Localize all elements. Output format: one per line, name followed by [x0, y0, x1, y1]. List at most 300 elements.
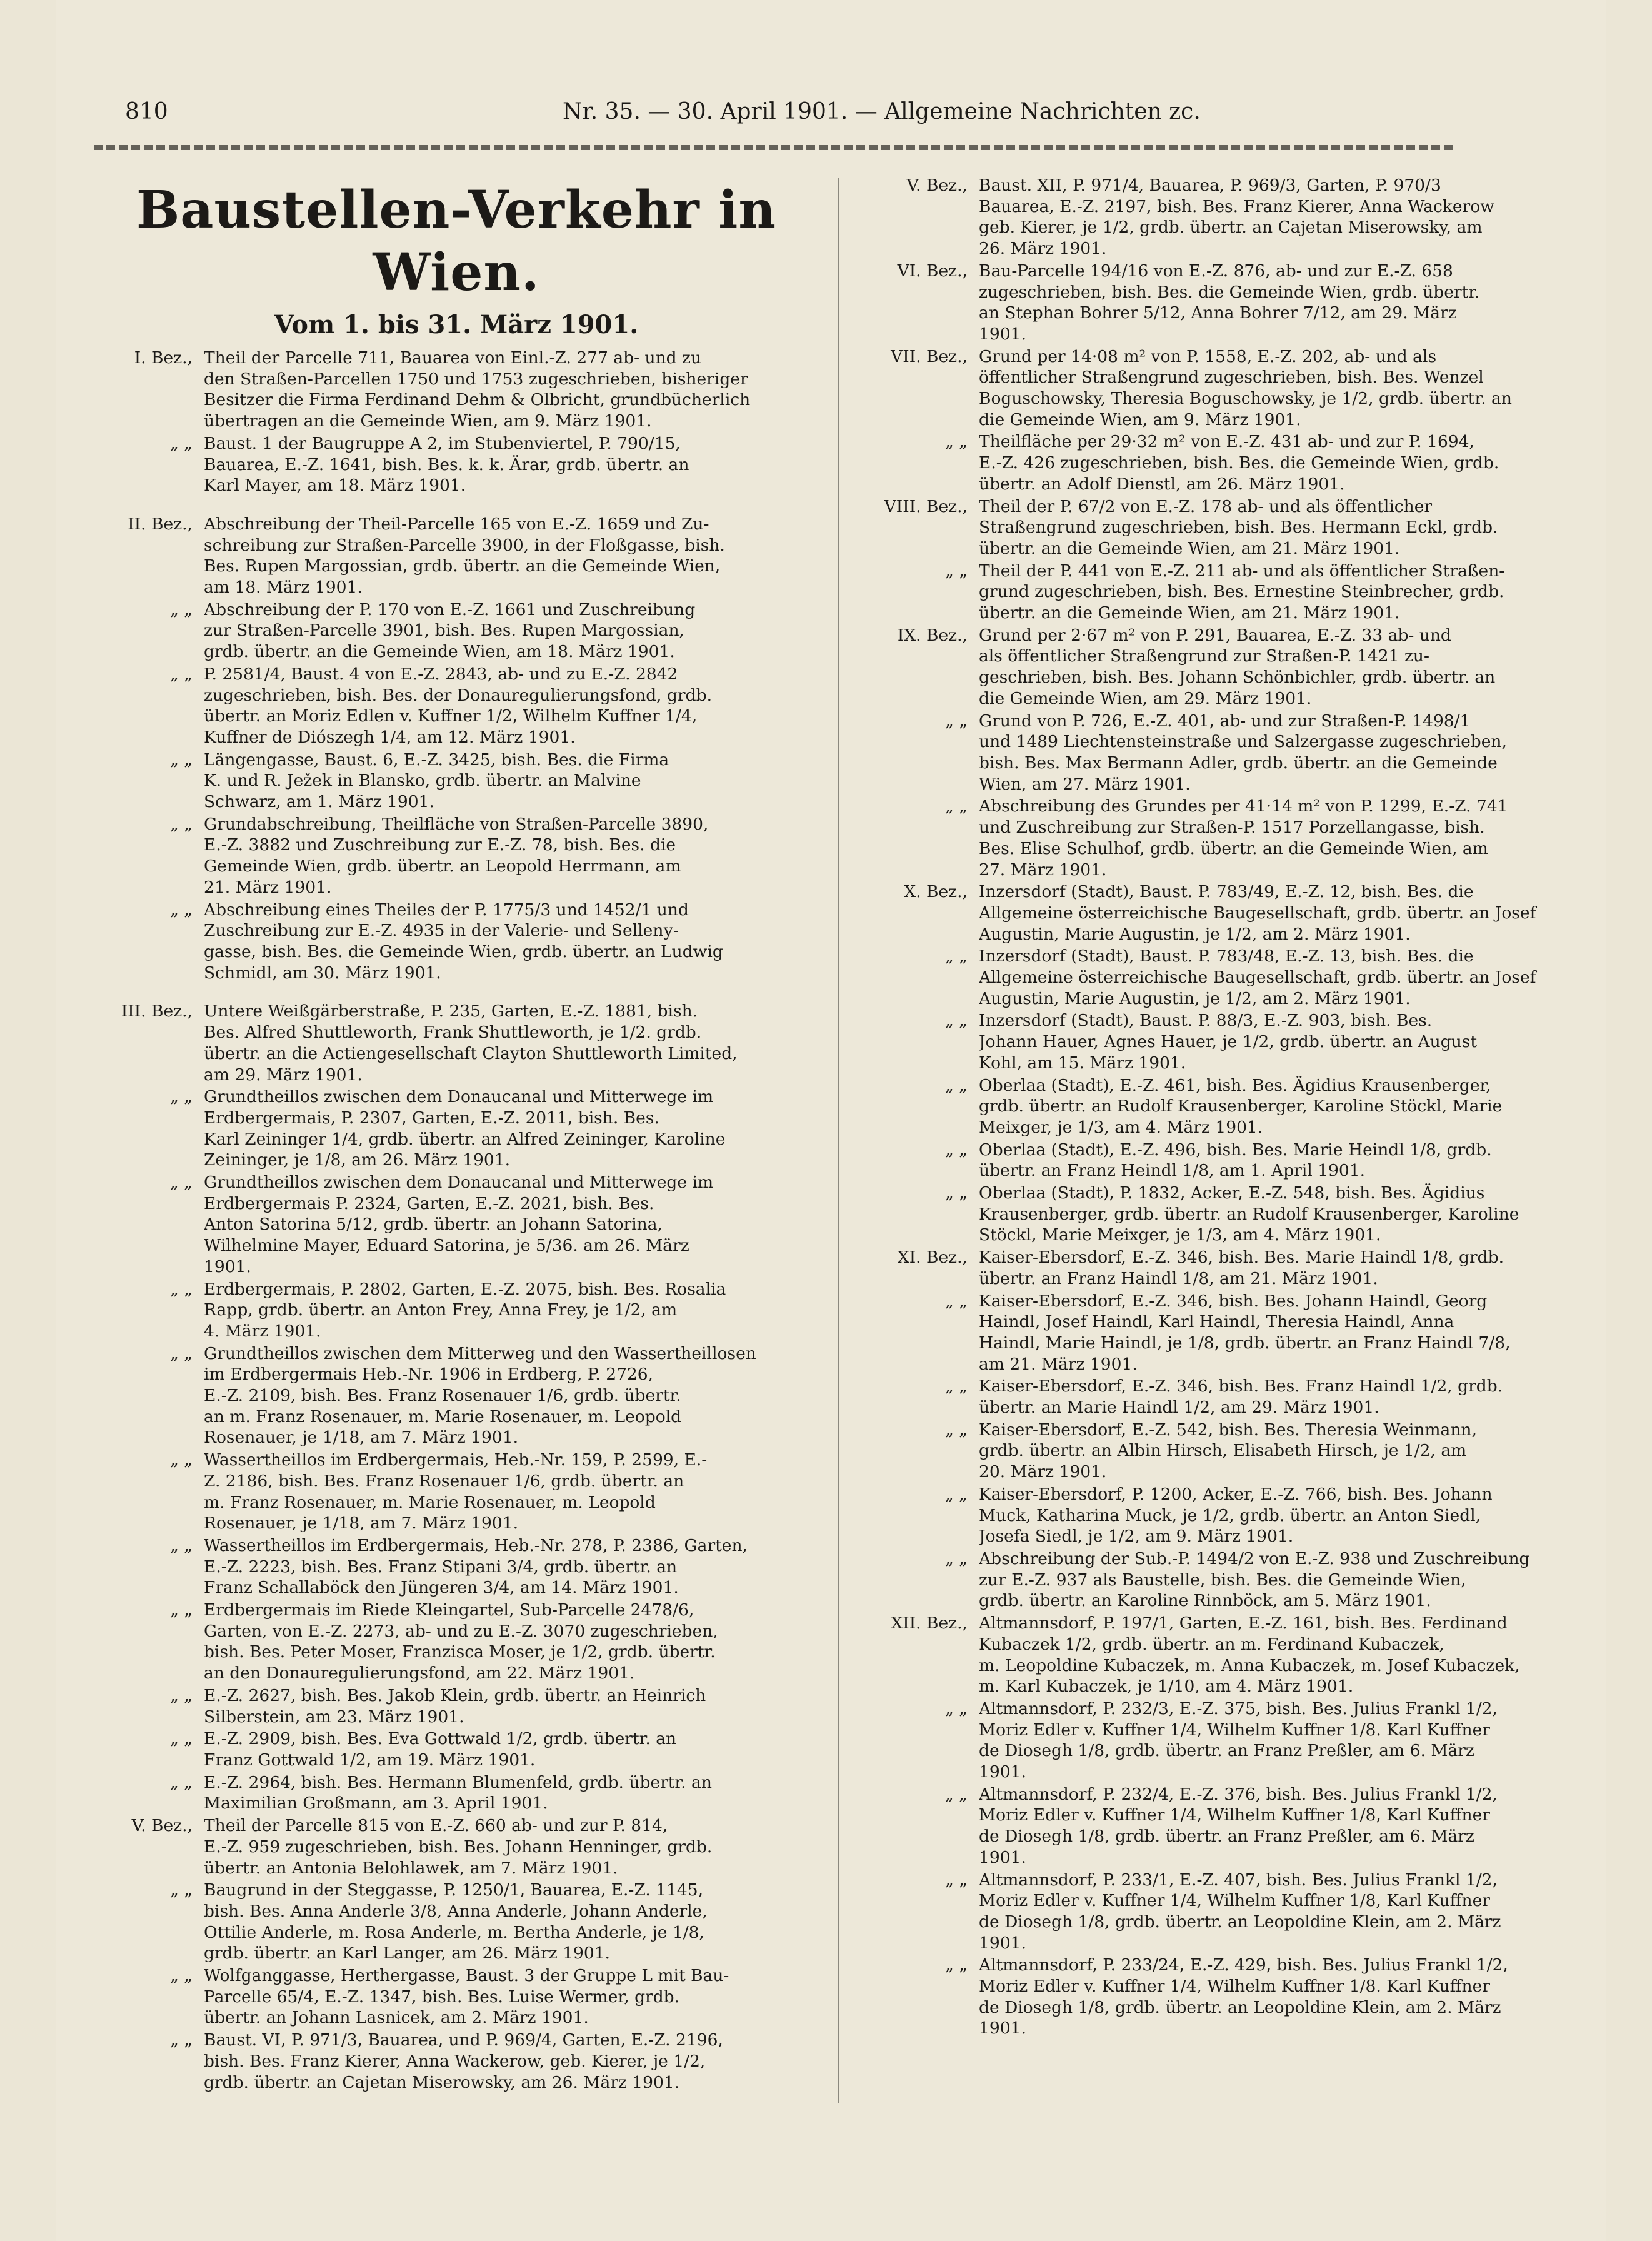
district-label: VI. Bez.,	[897, 261, 968, 281]
entry-line: übertr. an Franz Heindl 1/8, am 1. April 1901.	[979, 1161, 1365, 1181]
entry-line: Wien, am 27. März 1901.	[979, 774, 1191, 794]
entry-line: Kaiser-Ebersdorf, E.-Z. 542, bish. Bes. Theresia Weinmann,	[979, 1420, 1477, 1440]
entry-text	[204, 900, 819, 984]
entry-line: zugeschrieben, bish. Bes. der Donauregulierungsfond, grdb.	[204, 685, 712, 705]
entry-line: Boguschowsky, Theresia Boguschowsky, je 1/2, grdb. übertr. an	[979, 389, 1512, 409]
entry-text	[204, 1965, 819, 2028]
register-entry	[869, 175, 1619, 259]
page-number: 810	[125, 99, 168, 124]
entry-text	[204, 1600, 819, 1684]
register-entry	[94, 1728, 819, 1770]
entry-line: m. Karl Kubaczek, je 1/10, am 4. März 1901.	[979, 1677, 1354, 1697]
register-entry	[869, 946, 1619, 1009]
register-entry	[869, 711, 1619, 795]
entry-line: Zuschreibung zur E.-Z. 4935 in der Valerie- und Sellenу-	[204, 921, 679, 941]
register-entry	[94, 1880, 819, 1964]
entry-text	[204, 750, 819, 813]
entry-text	[204, 2030, 819, 2093]
entry-line: schreibung zur Straßen-Parcelle 3900, in der Floßgasse, bish.	[204, 535, 725, 555]
entry-line: 21. März 1901.	[204, 877, 332, 897]
register-entry	[94, 664, 819, 748]
entry-text	[979, 496, 1619, 559]
register-entry	[869, 1420, 1619, 1483]
entry-line: übertr. an Moriz Edlen v. Kuffner 1/2, Wilhelm Kuffner 1/4,	[204, 706, 698, 726]
entry-line: Augustin, Marie Augustin, je 1/2, am 2. März 1901.	[979, 988, 1411, 1008]
entry-line: Bauarea, E.-Z. 1641, bish. Bes. k. k. Ärar, grdb. übertr. an	[204, 454, 689, 474]
entry-text	[204, 814, 819, 898]
entry-line: Allgemeine österreichische Baugesellschaft, grdb. übertr. an Josef	[979, 968, 1536, 988]
column-divider	[838, 178, 839, 2103]
entry-text	[204, 514, 819, 598]
district-label: „ „	[945, 1075, 968, 1095]
district-label: „ „	[170, 1729, 193, 1749]
entry-line: Erdbergermais im Riede Kleingartel, Sub-Parcelle 2478/6,	[204, 1600, 694, 1620]
register-entry	[869, 1183, 1619, 1246]
entry-line: grdb. übertr. an Cajetan Miserowsky, am 26. März 1901.	[204, 2072, 680, 2092]
entry-line: E.-Z. 3882 und Zuschreibung zur E.-Z. 78, bish. Bes. die	[204, 835, 676, 855]
entry-line: de Diosegh 1/8, grdb. übertr. an Leopoldine Klein, am 2. März	[979, 1997, 1501, 2017]
entry-line: Schmidl, am 30. März 1901.	[204, 963, 441, 983]
entry-text	[204, 1815, 819, 1878]
register-entry	[869, 796, 1619, 880]
district-label: „ „	[945, 711, 968, 731]
entry-line: Untere Weißgärberstraße, P. 235, Garten, E.-Z. 1881, bish.	[204, 1001, 698, 1021]
entry-text	[979, 261, 1619, 345]
register-entry	[869, 1247, 1619, 1289]
entry-line: E.-Z. 2909, bish. Bes. Eva Gottwald 1/2, grdb. übertr. an	[204, 1729, 677, 1749]
entry-line: Kaiser-Ebersdorf, E.-Z. 346, bish. Bes. Marie Haindl 1/8, grdb.	[979, 1248, 1504, 1268]
register-entry	[869, 1784, 1619, 1868]
entry-line: 4. März 1901.	[204, 1321, 321, 1341]
entry-text	[204, 348, 819, 432]
entry-line: E.-Z. 2964, bish. Bes. Hermann Blumenfeld, grdb. übertr. an	[204, 1772, 712, 1792]
entry-line: Johann Hauer, Agnes Hauer, je 1/2, grdb. übertr. an August	[979, 1032, 1478, 1052]
entry-line: Grund per 2·67 m² von P. 291, Bauarea, E.-Z. 33 ab- und	[979, 625, 1451, 645]
district-label: „ „	[170, 1450, 193, 1470]
district-label: „ „	[170, 1772, 193, 1792]
district-label: XI. Bez.,	[897, 1248, 968, 1268]
entry-line: die Gemeinde Wien, am 29. März 1901.	[979, 688, 1312, 708]
entry-line: Baust. XII, P. 971/4, Bauarea, P. 969/3, Garten, P. 970/3	[979, 176, 1441, 195]
district-label: „ „	[945, 1870, 968, 1890]
entry-line: grdb. übertr. an Albin Hirsch, Elisabeth Hirsch, je 1/2, am	[979, 1441, 1467, 1461]
entry-line: 1901.	[204, 1256, 251, 1276]
entry-line: geb. Kierer, je 1/2, grdb. übertr. an Cajetan Miserowsky, am	[979, 218, 1483, 238]
entry-text	[204, 1279, 819, 1342]
entry-line: übertr. an Antonia Belohlawek, am 7. März 1901.	[204, 1858, 618, 1878]
entry-line: Grund per 14·08 m² von P. 1558, E.-Z. 202, ab- und als	[979, 346, 1437, 366]
entry-line: Kaiser-Ebersdorf, P. 1200, Acker, E.-Z. 766, bish. Bes. Johann	[979, 1484, 1493, 1504]
entry-text	[979, 1870, 1619, 1954]
register-entry	[869, 1140, 1619, 1181]
entry-line: Altmannsdorf, P. 232/3, E.-Z. 375, bish. Bes. Julius Frankl 1/2,	[979, 1698, 1498, 1718]
entry-text	[204, 1172, 819, 1278]
district-label: „ „	[945, 432, 968, 452]
entry-line: Schwarz, am 1. März 1901.	[204, 792, 434, 812]
entry-line: zur E.-Z. 937 als Baustelle, bish. Bes. die Gemeinde Wien,	[979, 1570, 1466, 1590]
entry-line: bish. Bes. Anna Anderle 3/8, Anna Anderle, Johann Anderle,	[204, 1901, 708, 1921]
register-entry	[94, 1086, 819, 1171]
entry-line: Grund von P. 726, E.-Z. 401, ab- und zur Straßen-P. 1498/1	[979, 711, 1471, 731]
entry-line: Franz Schallaböck den Jüngeren 3/4, am 14. März 1901.	[204, 1578, 679, 1598]
entry-text	[204, 1086, 819, 1171]
register-entry	[869, 496, 1619, 559]
district-label: „ „	[945, 1140, 968, 1160]
district-label: „ „	[170, 433, 193, 453]
entry-line: übertr. an Franz Haindl 1/8, am 21. März 1901.	[979, 1268, 1378, 1288]
entry-line: Bes. Alfred Shuttleworth, Frank Shuttleworth, je 1/2. grdb.	[204, 1023, 702, 1043]
entry-line: Grundtheillos zwischen dem Mitterweg und den Wassertheillosen	[204, 1343, 756, 1363]
entry-line: Theilfläche per 29·32 m² von E.-Z. 431 ab- und zur P. 1694,	[979, 432, 1474, 452]
entry-line: zugeschrieben, bish. Bes. die Gemeinde Wien, grdb. übertr.	[979, 282, 1480, 302]
district-label: „ „	[945, 946, 968, 966]
register-entry	[869, 1291, 1619, 1375]
entry-line: am 18. März 1901.	[204, 578, 363, 598]
entry-line: am 21. März 1901.	[979, 1354, 1138, 1374]
district-label: „ „	[945, 1698, 968, 1718]
entry-line: grdb. übertr. an Rudolf Krausenberger, Karoline Stöckl, Marie	[979, 1096, 1503, 1116]
district-label: „ „	[945, 1484, 968, 1504]
page-header	[125, 99, 1450, 136]
entry-line: Erdbergermais, P. 2802, Garten, E.-Z. 2075, bish. Bes. Rosalia	[204, 1279, 726, 1299]
district-label: „ „	[945, 1549, 968, 1568]
entry-text	[979, 1784, 1619, 1868]
register-entry	[869, 1548, 1619, 1612]
entry-line: Theil der P. 67/2 von E.-Z. 178 ab- und als öffentlicher	[979, 496, 1433, 516]
entry-text	[204, 1450, 819, 1534]
register-entry	[869, 1955, 1619, 2039]
entry-line: öffentlicher Straßengrund zugeschrieben, bish. Bes. Wenzel	[979, 368, 1484, 388]
entry-line: an m. Franz Rosenauer, m. Marie Rosenauer, m. Leopold	[204, 1406, 682, 1426]
entry-line: 26. März 1901.	[979, 239, 1107, 259]
district-label: „ „	[945, 561, 968, 581]
entry-line: Kaiser-Ebersdorf, E.-Z. 346, bish. Bes. Johann Haindl, Georg	[979, 1291, 1488, 1311]
register-entry	[94, 514, 819, 598]
entry-line: bish. Bes. Peter Moser, Franzisca Moser, je 1/2, grdb. übertr.	[204, 1642, 716, 1662]
district-label: „ „	[945, 1183, 968, 1203]
header-rule	[94, 145, 1456, 150]
register-entry	[869, 346, 1619, 431]
entry-line: Ottilie Anderle, m. Rosa Anderle, m. Bertha Anderle, je 1/8,	[204, 1922, 704, 1942]
district-label: III. Bez.,	[121, 1001, 193, 1021]
register-entry	[94, 814, 819, 898]
register-entry	[94, 433, 819, 496]
entry-line: 27. März 1901.	[979, 860, 1107, 880]
register-entry	[94, 1450, 819, 1534]
entry-line: Meixger, je 1/3, am 4. März 1901.	[979, 1117, 1263, 1137]
register-entry	[94, 1815, 819, 1878]
district-label: „ „	[170, 1966, 193, 1986]
entry-line: Bauarea, E.-Z. 2197, bish. Bes. Franz Kierer, Anna Wackerow	[979, 196, 1494, 216]
entry-line: m. Franz Rosenauer, m. Marie Rosenauer, m. Leopold	[204, 1492, 656, 1512]
entry-text	[979, 1075, 1619, 1138]
entry-line: Abschreibung der Theil-Parcelle 165 von E.-Z. 1659 und Zu-	[204, 514, 709, 534]
register-entry	[869, 881, 1619, 945]
district-label: „ „	[170, 1600, 193, 1620]
entry-line: E.-Z. 2627, bish. Bes. Jakob Klein, grdb. übertr. an Heinrich	[204, 1685, 706, 1705]
district-label: „ „	[945, 1420, 968, 1440]
entry-line: grund zugeschrieben, bish. Bes. Ernestine Steinbrecher, grdb.	[979, 582, 1504, 602]
entry-line: Rosenauer, je 1/18, am 7. März 1901.	[204, 1513, 518, 1533]
entry-line: Moriz Edler v. Kuffner 1/4, Wilhelm Kuffner 1/8. Karl Kuffner	[979, 1977, 1490, 1997]
register-entry	[94, 1965, 819, 2028]
entry-line: Theil der Parcelle 815 von E.-Z. 660 ab- und zur P. 814,	[204, 1816, 668, 1836]
entry-line: Oberlaa (Stadt), P. 1832, Acker, E.-Z. 548, bish. Bes. Ägidius	[979, 1183, 1485, 1203]
district-label: „ „	[945, 1955, 968, 1975]
entry-line: E.-Z. 2223, bish. Bes. Franz Stipani 3/4, grdb. übertr. an	[204, 1557, 678, 1577]
register-entry	[94, 1535, 819, 1598]
register-entry	[869, 1870, 1619, 1954]
entry-line: E.-Z. 959 zugeschrieben, bish. Bes. Johann Henninger, grdb.	[204, 1837, 713, 1857]
entry-line: zur Straßen-Parcelle 3901, bish. Bes. Rupen Margossian,	[204, 621, 684, 641]
register-entry	[94, 599, 819, 663]
entry-line: m. Leopoldine Kubaczek, m. Anna Kubaczek, m. Josef Kubaczek,	[979, 1655, 1520, 1675]
entry-line: Grundtheillos zwischen dem Donaucanal und Mitterwege im	[204, 1087, 714, 1107]
district-label: „ „	[945, 1376, 968, 1396]
entry-line: Muck, Katharina Muck, je 1/2, grdb. übertr. an Anton Siedl,	[979, 1505, 1481, 1525]
entry-line: Josefa Siedl, je 1/2, am 9. März 1901.	[979, 1527, 1294, 1547]
district-label: „ „	[170, 599, 193, 619]
entry-line: übertr. an Marie Haindl 1/2, am 29. März 1901.	[979, 1398, 1379, 1418]
entry-line: Silberstein, am 23. März 1901.	[204, 1707, 464, 1727]
entry-line: Moriz Edler v. Kuffner 1/4, Wilhelm Kuffner 1/8. Karl Kuffner	[979, 1720, 1490, 1740]
register-entry	[869, 561, 1619, 624]
entry-text	[979, 1291, 1619, 1375]
entry-text	[979, 1698, 1619, 1783]
district-label: XII. Bez.,	[891, 1613, 968, 1633]
entry-line: an den Donauregulierungsfond, am 22. März 1901.	[204, 1663, 635, 1683]
entry-line: Rosenauer, je 1/18, am 7. März 1901.	[204, 1428, 518, 1448]
district-label: VII. Bez.,	[891, 346, 968, 366]
entry-line: 1901.	[979, 324, 1026, 344]
entry-line: Altmannsdorf, P. 233/24, E.-Z. 429, bish. Bes. Julius Frankl 1/2,	[979, 1955, 1508, 1975]
entry-line: Baust. VI, P. 971/3, Bauarea, und P. 969/4, Garten, E.-Z. 2196,	[204, 2030, 723, 2050]
entry-line: Grundtheillos zwischen dem Donaucanal und Mitterwege im	[204, 1173, 714, 1193]
entry-line: übertr. an die Actiengesellschaft Clayton Shuttleworth Limited,	[204, 1043, 738, 1063]
entry-line: Augustin, Marie Augustin, je 1/2, am 2. März 1901.	[979, 924, 1411, 944]
entry-line: Abschreibung des Grundes per 41·14 m² von P. 1299, E.-Z. 741	[979, 796, 1508, 816]
entry-text	[204, 664, 819, 748]
register-entry	[869, 431, 1619, 494]
district-label: „ „	[170, 1343, 193, 1363]
entry-text	[204, 1535, 819, 1598]
entry-text	[979, 1376, 1619, 1418]
district-label: „ „	[170, 900, 193, 920]
district-label: X. Bez.,	[904, 882, 968, 902]
district-label: „ „	[945, 796, 968, 816]
register-entry	[94, 1772, 819, 1814]
entry-line: Z. 2186, bish. Bes. Franz Rosenauer 1/6, grdb. übertr. an	[204, 1471, 684, 1491]
entry-line: übertr. an Johann Lasnicek, am 2. März 1901.	[204, 2008, 589, 2028]
entry-text	[979, 1247, 1619, 1289]
entry-line: Franz Gottwald 1/2, am 19. März 1901.	[204, 1750, 536, 1770]
entry-line: Moriz Edler v. Kuffner 1/4, Wilhelm Kuffner 1/8, Karl Kuffner	[979, 1805, 1490, 1825]
left-column	[94, 175, 819, 2094]
running-title: Nr. 35. — 30. April 1901. — Allgemeine Nachrichten zc.	[563, 99, 1201, 124]
article-title: Baustellen-Verkehr in Wien.	[136, 180, 777, 303]
entry-line: Theil der P. 441 von E.-Z. 211 ab- und als öffentlicher Straßen-	[979, 561, 1505, 581]
district-label: „ „	[170, 2030, 193, 2050]
right-column	[869, 175, 1619, 2040]
entry-line: Baugrund in der Steggasse, P. 1250/1, Bauarea, E.-Z. 1145,	[204, 1880, 704, 1900]
register-entry	[869, 625, 1619, 709]
entry-line: Abschreibung eines Theiles der P. 1775/3 und 1452/1 und	[204, 900, 689, 920]
entry-line: Wolfganggasse, Herthergasse, Baust. 3 der Gruppe L mit Bau-	[204, 1966, 729, 1986]
district-label: „ „	[945, 1291, 968, 1311]
entry-line: als öffentlicher Straßengrund zur Straßen-P. 1421 zu-	[979, 646, 1429, 666]
entry-line: Längengasse, Baust. 6, E.-Z. 3425, bish. Bes. die Firma	[204, 750, 669, 770]
entry-line: Kohl, am 15. März 1901.	[979, 1053, 1186, 1073]
entry-line: Maximilian Großmann, am 3. April 1901.	[204, 1793, 548, 1813]
entry-line: de Diosegh 1/8, grdb. übertr. an Leopoldine Klein, am 2. März	[979, 1912, 1501, 1932]
entry-line: 1901.	[979, 1847, 1026, 1867]
entry-line: Allgemeine österreichische Baugesellschaft, grdb. übertr. an Josef	[979, 903, 1536, 923]
entry-line: Wassertheillos im Erdbergermais, Heb.-Nr. 159, P. 2599, E.-	[204, 1450, 708, 1470]
district-label: „ „	[170, 1173, 193, 1193]
entry-line: Bes. Rupen Margossian, grdb. übertr. an die Gemeinde Wien,	[204, 556, 721, 576]
entry-text	[979, 1010, 1619, 1073]
register-entry	[94, 1279, 819, 1342]
article-subtitle: Vom 1. bis 31. März 1901.	[274, 310, 639, 339]
entry-line: 20. März 1901.	[979, 1462, 1107, 1482]
entry-line: und Zuschreibung zur Straßen-P. 1517 Porzellangasse, bish.	[979, 818, 1485, 838]
district-label: „ „	[170, 664, 193, 684]
register-entry	[869, 1376, 1619, 1418]
entry-line: Theil der Parcelle 711, Bauarea von Einl.-Z. 277 ab- und zu	[204, 348, 702, 368]
entry-text	[204, 1685, 819, 1727]
entry-line: Kubaczek 1/2, grdb. übertr. an m. Ferdinand Kubaczek,	[979, 1634, 1444, 1654]
entry-line: übertragen an die Gemeinde Wien, am 9. März 1901.	[204, 411, 652, 431]
entry-line: Bau-Parcelle 194/16 von E.-Z. 876, ab- und zur E.-Z. 658	[979, 261, 1453, 281]
entry-line: Anton Satorina 5/12, grdb. übertr. an Johann Satorina,	[204, 1215, 663, 1235]
entry-line: K. und R. Ježek in Blansko, grdb. übertr. an Malvine	[204, 771, 641, 791]
register-entry	[869, 1010, 1619, 1073]
entry-line: de Diosegh 1/8, grdb. übertr. an Franz Preßler, am 6. März	[979, 1741, 1474, 1761]
entry-text	[979, 796, 1619, 880]
district-label: „ „	[170, 1535, 193, 1555]
entry-text	[979, 625, 1619, 709]
entry-line: geschrieben, bish. Bes. Johann Schönbichler, grdb. übertr. an	[979, 668, 1496, 688]
register-entry	[94, 1685, 819, 1727]
register-entry	[94, 900, 819, 984]
entry-line: Inzersdorf (Stadt), Baust. P. 783/48, E.-Z. 13, bish. Bes. die	[979, 946, 1474, 966]
entry-line: Bes. Elise Schulhof, grdb. übertr. an die Gemeinde Wien, am	[979, 838, 1488, 858]
register-entry	[94, 750, 819, 813]
entry-line: im Erdbergermais Heb.-Nr. 1906 in Erdberg, P. 2726,	[204, 1365, 654, 1385]
entry-line: übertr. an die Gemeinde Wien, am 21. März 1901.	[979, 603, 1400, 623]
entry-line: Erdbergermais P. 2324, Garten, E.-Z. 2021, bish. Bes.	[204, 1193, 654, 1213]
entry-text	[204, 1001, 819, 1085]
entry-text	[204, 1343, 819, 1449]
district-label: I. Bez.,	[134, 348, 193, 368]
entry-line: Karl Mayer, am 18. März 1901.	[204, 476, 466, 496]
entry-text	[979, 1955, 1619, 2039]
entry-line: P. 2581/4, Baust. 4 von E.-Z. 2843, ab- und zu E.-Z. 2842	[204, 664, 678, 684]
entry-text	[979, 561, 1619, 624]
entry-line: Altmannsdorf, P. 232/4, E.-Z. 376, bish. Bes. Julius Frankl 1/2,	[979, 1784, 1498, 1804]
entry-line: Wilhelmine Mayer, Eduard Satorina, je 5/36. am 26. März	[204, 1236, 689, 1256]
entry-text	[979, 1613, 1619, 1697]
entry-line: an Stephan Bohrer 5/12, Anna Bohrer 7/12, am 29. März	[979, 303, 1457, 323]
entry-line: Altmannsdorf, P. 197/1, Garten, E.-Z. 161, bish. Bes. Ferdinand	[979, 1613, 1508, 1633]
entry-line: grdb. übertr. an die Gemeinde Wien, am 18. März 1901.	[204, 642, 675, 662]
register-entry	[94, 2030, 819, 2093]
entry-line: Krausenberger, grdb. übertr. an Rudolf Krausenberger, Karoline	[979, 1204, 1519, 1224]
entry-line: den Straßen-Parcellen 1750 und 1753 zugeschrieben, bisheriger	[204, 369, 748, 389]
district-label: „ „	[170, 1685, 193, 1705]
entry-line: 1901.	[979, 2018, 1026, 2038]
district-label: „ „	[170, 1279, 193, 1299]
entry-line: Oberlaa (Stadt), E.-Z. 496, bish. Bes. Marie Heindl 1/8, grdb.	[979, 1140, 1492, 1160]
entry-line: Gemeinde Wien, grdb. übertr. an Leopold Herrmann, am	[204, 856, 681, 876]
register-entry	[869, 1484, 1619, 1547]
entry-line: Kaiser-Ebersdorf, E.-Z. 346, bish. Bes. Franz Haindl 1/2, grdb.	[979, 1376, 1503, 1396]
entry-line: Erdbergermais, P. 2307, Garten, E.-Z. 2011, bish. Bes.	[204, 1108, 659, 1128]
entry-line: grdb. übertr. an Karl Langer, am 26. März 1901.	[204, 1943, 610, 1963]
entry-line: Besitzer die Firma Ferdinand Dehm & Olbricht, grundbücherlich	[204, 390, 751, 410]
entry-text	[979, 1140, 1619, 1181]
district-label: IX. Bez.,	[897, 625, 968, 645]
entry-text	[204, 599, 819, 663]
entry-line: Rapp, grdb. übertr. an Anton Frey, Anna Frey, je 1/2, am	[204, 1300, 678, 1320]
entry-text	[979, 1420, 1619, 1483]
entry-line: Garten, von E.-Z. 2273, ab- und zu E.-Z. 3070 zugeschrieben,	[204, 1621, 718, 1641]
entry-line: Abschreibung der P. 170 von E.-Z. 1661 und Zuschreibung	[204, 599, 696, 619]
entry-text	[979, 1484, 1619, 1547]
entry-text	[979, 346, 1619, 431]
entry-line: Haindl, Marie Haindl, je 1/8, grdb. übertr. an Franz Haindl 7/8,	[979, 1333, 1511, 1353]
register-entry	[94, 348, 819, 432]
entry-text	[979, 1548, 1619, 1612]
entry-line: übertr. an Adolf Dienstl, am 26. März 1901.	[979, 474, 1345, 494]
entry-text	[204, 1728, 819, 1770]
entry-line: Haindl, Josef Haindl, Karl Haindl, Theresia Haindl, Anna	[979, 1312, 1454, 1332]
register-entry	[869, 1698, 1619, 1783]
entry-text	[204, 1880, 819, 1964]
entry-line: Abschreibung der Sub.-P. 1494/2 von E.-Z. 938 und Zuschreibung	[979, 1549, 1530, 1568]
entry-line: Inzersdorf (Stadt), Baust. P. 88/3, E.-Z. 903, bish. Bes.	[979, 1011, 1433, 1031]
entry-line: Stöckl, Marie Meixger, je 1/3, am 4. März 1901.	[979, 1225, 1381, 1245]
entry-line: Altmannsdorf, P. 233/1, E.-Z. 407, bish. Bes. Julius Frankl 1/2,	[979, 1870, 1498, 1890]
entry-line: bish. Bes. Franz Kierer, Anna Wackerow, geb. Kierer, je 1/2,	[204, 2051, 706, 2071]
entry-line: 1901.	[979, 1933, 1026, 1953]
entry-line: Karl Zeininger 1/4, grdb. übertr. an Alfred Zeininger, Karoline	[204, 1129, 726, 1149]
district-label: „ „	[170, 1087, 193, 1107]
district-label: „ „	[945, 1784, 968, 1804]
entry-line: am 29. März 1901.	[204, 1065, 363, 1085]
district-label: „ „	[945, 1011, 968, 1031]
entry-line: übertr. an die Gemeinde Wien, am 21. März 1901.	[979, 538, 1400, 558]
register-entry	[94, 1343, 819, 1449]
entry-line: bish. Bes. Max Bermann Adler, grdb. übertr. an die Gemeinde	[979, 753, 1498, 773]
entry-text	[979, 431, 1619, 494]
register-entry	[869, 1075, 1619, 1138]
entry-line: Inzersdorf (Stadt), Baust. P. 783/49, E.-Z. 12, bish. Bes. die	[979, 882, 1474, 902]
entry-line: de Diosegh 1/8, grdb. übertr. an Franz Preßler, am 6. März	[979, 1827, 1474, 1847]
entry-line: die Gemeinde Wien, am 9. März 1901.	[979, 409, 1301, 429]
register-entry	[94, 1600, 819, 1684]
entry-line: 1901.	[979, 1762, 1026, 1782]
district-label: VIII. Bez.,	[884, 496, 968, 516]
district-label: „ „	[170, 814, 193, 834]
entry-line: Baust. 1 der Baugruppe A 2, im Stubenviertel, P. 790/15,	[204, 433, 681, 453]
district-label: V. Bez.,	[906, 176, 968, 195]
entry-line: Oberlaa (Stadt), E.-Z. 461, bish. Bes. Ägidius Krausenberger,	[979, 1075, 1491, 1095]
entry-line: gasse, bish. Bes. die Gemeinde Wien, grdb. übertr. an Ludwig	[204, 941, 723, 961]
entry-line: Straßengrund zugeschrieben, bish. Bes. Hermann Eckl, grdb.	[979, 518, 1498, 538]
entry-line: Moriz Edler v. Kuffner 1/4, Wilhelm Kuffner 1/8, Karl Kuffner	[979, 1891, 1490, 1911]
district-label: „ „	[170, 1880, 193, 1900]
